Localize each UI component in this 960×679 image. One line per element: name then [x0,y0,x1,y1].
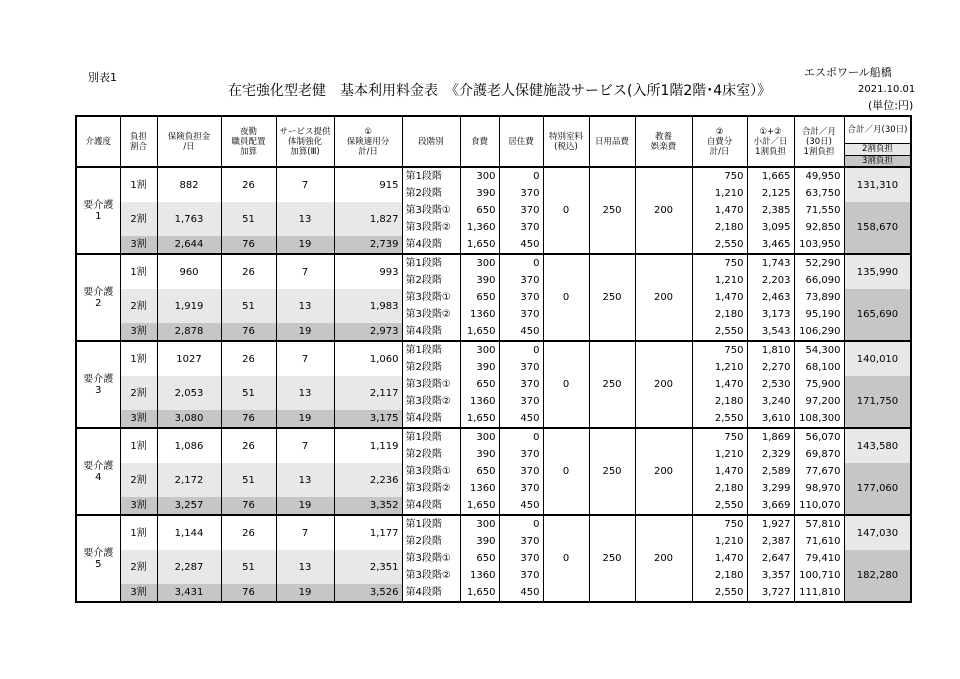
burden2-total-cell: 135,990 [844,254,911,289]
burden-ratio-cell: 3割 [120,236,157,254]
burden-ratio-cell: 1割 [120,167,157,202]
monthly-cell: 54,300 [794,341,844,359]
self-pay-cell: 2,180 [692,393,747,410]
monthly-cell: 79,410 [794,550,844,567]
subtotal-cell: 3,357 [747,567,794,584]
stage-cell: 第1段階 [402,515,460,533]
culture-cell: 200 [635,428,692,515]
stage-cell: 第3段階② [402,393,460,410]
insurance-total-cell: 1,983 [334,289,402,323]
residence-cell: 370 [499,533,543,550]
service-cell: 19 [276,323,334,341]
subtotal-cell: 1,665 [747,167,794,185]
culture-cell: 200 [635,515,692,602]
meal-cell: 1,650 [460,497,499,515]
meal-cell: 300 [460,254,499,272]
stage-cell: 第3段階② [402,567,460,584]
stage-cell: 第3段階① [402,202,460,219]
stage-cell: 第1段階 [402,254,460,272]
meal-cell: 650 [460,202,499,219]
meal-cell: 300 [460,341,499,359]
stage-cell: 第1段階 [402,428,460,446]
col-culture: 教養 娯楽費 [635,116,692,167]
table-row [76,236,911,254]
insurance-total-cell: 3,352 [334,497,402,515]
col-care-level: 介護度 [76,116,120,167]
insurance-total-cell: 915 [334,167,402,202]
table-row [76,167,911,185]
self-pay-cell: 750 [692,515,747,533]
meal-cell: 300 [460,167,499,185]
subtotal-cell: 1,743 [747,254,794,272]
burden-ratio-cell: 2割 [120,376,157,410]
monthly-cell: 57,810 [794,515,844,533]
stage-cell: 第3段階② [402,306,460,323]
meal-cell: 390 [460,533,499,550]
service-cell: 13 [276,202,334,236]
service-cell: 19 [276,410,334,428]
insurance-total-cell: 3,526 [334,584,402,602]
subtotal-cell: 3,240 [747,393,794,410]
residence-cell: 370 [499,480,543,497]
stage-cell: 第1段階 [402,341,460,359]
residence-cell: 450 [499,236,543,254]
table-row [76,289,911,306]
burden2-total-cell: 131,310 [844,167,911,202]
col-insurance-total: ① 保険適用分 計/日 [334,116,402,167]
night-staff-cell: 51 [221,202,276,236]
residence-cell: 0 [499,254,543,272]
subtotal-cell: 2,329 [747,446,794,463]
burden-ratio-cell: 1割 [120,254,157,289]
monthly-cell: 68,100 [794,359,844,376]
self-pay-cell: 1,210 [692,533,747,550]
col-subtotal: ①+② 小計／日 1割負担 [747,116,794,167]
burden-ratio-cell: 2割 [120,289,157,323]
col-self-pay: ② 自費分 計/日 [692,116,747,167]
service-cell: 13 [276,550,334,584]
burden3-total-cell: 182,280 [844,550,911,602]
meal-cell: 300 [460,428,499,446]
insurance-total-cell: 1,119 [334,428,402,463]
residence-cell: 370 [499,463,543,480]
monthly-cell: 106,290 [794,323,844,341]
burden3-total-cell: 177,060 [844,463,911,515]
insurance-cell: 2,878 [157,323,221,341]
daily-goods-cell: 250 [589,515,635,602]
annex-label: 別表1 [88,71,117,84]
burden-ratio-cell: 3割 [120,323,157,341]
col-stage: 段階別 [402,116,460,167]
night-staff-cell: 26 [221,341,276,376]
service-cell: 7 [276,341,334,376]
residence-cell: 370 [499,219,543,236]
insurance-total-cell: 2,351 [334,550,402,584]
table-row [76,497,911,515]
meal-cell: 1360 [460,306,499,323]
subtotal-cell: 3,543 [747,323,794,341]
service-cell: 13 [276,376,334,410]
meal-cell: 390 [460,359,499,376]
residence-cell: 450 [499,323,543,341]
self-pay-cell: 2,180 [692,480,747,497]
night-staff-cell: 26 [221,428,276,463]
self-pay-cell: 1,470 [692,289,747,306]
col-daily-goods: 日用品費 [589,116,635,167]
night-staff-cell: 26 [221,254,276,289]
meal-cell: 1,650 [460,236,499,254]
table-row [76,376,911,393]
subtotal-cell: 2,387 [747,533,794,550]
table-row [76,341,911,359]
burden2-total-cell: 140,010 [844,341,911,376]
table-row [76,515,911,533]
night-staff-cell: 76 [221,323,276,341]
self-pay-cell: 2,550 [692,236,747,254]
residence-cell: 0 [499,515,543,533]
self-pay-cell: 750 [692,254,747,272]
monthly-cell: 97,200 [794,393,844,410]
stage-cell: 第2段階 [402,533,460,550]
table-row [76,584,911,602]
service-cell: 7 [276,515,334,550]
night-staff-cell: 51 [221,550,276,584]
stage-cell: 第4段階 [402,410,460,428]
night-staff-cell: 76 [221,497,276,515]
stage-cell: 第4段階 [402,236,460,254]
subtotal-cell: 2,203 [747,272,794,289]
self-pay-cell: 1,210 [692,359,747,376]
service-cell: 13 [276,463,334,497]
self-pay-cell: 2,180 [692,219,747,236]
meal-cell: 650 [460,550,499,567]
col-special-room: 特別室料 (税込) [543,116,589,167]
self-pay-cell: 2,180 [692,567,747,584]
monthly-cell: 66,090 [794,272,844,289]
special-room-cell: 0 [543,428,589,515]
subtotal-cell: 3,465 [747,236,794,254]
page-title: 在宅強化型老健 基本利用料金表 《介護老人保健施設サービス(入所1階2階･4床室）》 [228,83,772,99]
subtotal-cell: 3,727 [747,584,794,602]
table-row [76,410,911,428]
service-cell: 7 [276,254,334,289]
burden-ratio-cell: 1割 [120,428,157,463]
meal-cell: 1,650 [460,410,499,428]
subtotal-cell: 3,173 [747,306,794,323]
residence-cell: 0 [499,428,543,446]
service-cell: 19 [276,584,334,602]
self-pay-cell: 750 [692,428,747,446]
care-level-cell: 要介護 1 [76,167,120,254]
burden-ratio-cell: 2割 [120,202,157,236]
service-cell: 7 [276,167,334,202]
table-row [76,550,911,567]
residence-cell: 370 [499,567,543,584]
col-meal: 食費 [460,116,499,167]
subtotal-cell: 2,589 [747,463,794,480]
insurance-cell: 2,172 [157,463,221,497]
subtotal-cell: 3,669 [747,497,794,515]
self-pay-cell: 1,210 [692,272,747,289]
monthly-cell: 49,950 [794,167,844,185]
self-pay-cell: 1,210 [692,185,747,202]
night-staff-cell: 76 [221,584,276,602]
monthly-cell: 98,970 [794,480,844,497]
table-row [76,323,911,341]
night-staff-cell: 76 [221,410,276,428]
self-pay-cell: 750 [692,167,747,185]
stage-cell: 第4段階 [402,497,460,515]
residence-cell: 370 [499,272,543,289]
insurance-total-cell: 1,177 [334,515,402,550]
col-insurance-burden: 保険負担金 /日 [157,116,221,167]
meal-cell: 1,650 [460,323,499,341]
insurance-cell: 3,080 [157,410,221,428]
monthly-cell: 92,850 [794,219,844,236]
residence-cell: 370 [499,359,543,376]
insurance-cell: 2,644 [157,236,221,254]
insurance-cell: 2,287 [157,550,221,584]
col-monthly-total-title: 合計／月(30日) [844,116,911,143]
monthly-cell: 69,870 [794,446,844,463]
meal-cell: 650 [460,463,499,480]
monthly-cell: 75,900 [794,376,844,393]
self-pay-cell: 750 [692,341,747,359]
stage-cell: 第3段階② [402,480,460,497]
monthly-cell: 108,300 [794,410,844,428]
self-pay-cell: 2,180 [692,306,747,323]
insurance-total-cell: 2,236 [334,463,402,497]
meal-cell: 390 [460,272,499,289]
subtotal-cell: 2,270 [747,359,794,376]
meal-cell: 390 [460,446,499,463]
issue-date: 2021.10.01 [858,84,916,95]
insurance-cell: 3,257 [157,497,221,515]
residence-cell: 370 [499,376,543,393]
daily-goods-cell: 250 [589,428,635,515]
col-monthly: 合計／月 (30日) 1割負担 [794,116,844,167]
col-burden2: 2割負担 [844,143,911,155]
subtotal-cell: 1,927 [747,515,794,533]
meal-cell: 300 [460,515,499,533]
subtotal-cell: 3,299 [747,480,794,497]
monthly-cell: 73,890 [794,289,844,306]
burden-ratio-cell: 1割 [120,515,157,550]
insurance-total-cell: 3,175 [334,410,402,428]
self-pay-cell: 1,470 [692,202,747,219]
burden-ratio-cell: 3割 [120,584,157,602]
stage-cell: 第2段階 [402,272,460,289]
fee-table [75,115,912,603]
subtotal-cell: 1,869 [747,428,794,446]
monthly-cell: 95,190 [794,306,844,323]
self-pay-cell: 1,470 [692,376,747,393]
insurance-cell: 1,086 [157,428,221,463]
residence-cell: 0 [499,341,543,359]
culture-cell: 200 [635,254,692,341]
monthly-cell: 110,070 [794,497,844,515]
insurance-total-cell: 1,827 [334,202,402,236]
meal-cell: 1,650 [460,584,499,602]
residence-cell: 370 [499,446,543,463]
stage-cell: 第1段階 [402,167,460,185]
monthly-cell: 111,810 [794,584,844,602]
insurance-total-cell: 993 [334,254,402,289]
monthly-cell: 63,750 [794,185,844,202]
facility-name: エスポワール船橋 [804,66,892,79]
insurance-cell: 3,431 [157,584,221,602]
burden-ratio-cell: 2割 [120,550,157,584]
culture-cell: 200 [635,167,692,254]
burden-ratio-cell: 3割 [120,497,157,515]
daily-goods-cell: 250 [589,254,635,341]
burden-ratio-cell: 1割 [120,341,157,376]
residence-cell: 370 [499,393,543,410]
self-pay-cell: 2,550 [692,584,747,602]
residence-cell: 0 [499,167,543,185]
table-row [76,202,911,219]
residence-cell: 370 [499,306,543,323]
residence-cell: 370 [499,202,543,219]
subtotal-cell: 2,463 [747,289,794,306]
burden3-total-cell: 158,670 [844,202,911,254]
insurance-total-cell: 2,739 [334,236,402,254]
table-row [76,463,911,480]
stage-cell: 第3段階① [402,289,460,306]
insurance-cell: 960 [157,254,221,289]
subtotal-cell: 1,810 [747,341,794,359]
residence-cell: 450 [499,410,543,428]
table-row [76,428,911,446]
meal-cell: 390 [460,185,499,202]
residence-cell: 450 [499,584,543,602]
table-row [76,254,911,272]
stage-cell: 第3段階① [402,550,460,567]
self-pay-cell: 2,550 [692,323,747,341]
meal-cell: 650 [460,289,499,306]
special-room-cell: 0 [543,515,589,602]
monthly-cell: 52,290 [794,254,844,272]
residence-cell: 370 [499,185,543,202]
meal-cell: 1360 [460,567,499,584]
self-pay-cell: 2,550 [692,410,747,428]
stage-cell: 第3段階① [402,463,460,480]
subtotal-cell: 2,125 [747,185,794,202]
self-pay-cell: 1,470 [692,550,747,567]
monthly-cell: 103,950 [794,236,844,254]
stage-cell: 第3段階② [402,219,460,236]
service-cell: 13 [276,289,334,323]
insurance-cell: 1,763 [157,202,221,236]
daily-goods-cell: 250 [589,167,635,254]
monthly-cell: 100,710 [794,567,844,584]
special-room-cell: 0 [543,254,589,341]
subtotal-cell: 2,647 [747,550,794,567]
residence-cell: 450 [499,497,543,515]
service-cell: 19 [276,497,334,515]
self-pay-cell: 1,210 [692,446,747,463]
care-level-cell: 要介護 5 [76,515,120,602]
daily-goods-cell: 250 [589,341,635,428]
monthly-cell: 71,550 [794,202,844,219]
meal-cell: 1,360 [460,219,499,236]
meal-cell: 1360 [460,480,499,497]
night-staff-cell: 51 [221,463,276,497]
stage-cell: 第2段階 [402,185,460,202]
burden-ratio-cell: 2割 [120,463,157,497]
night-staff-cell: 26 [221,515,276,550]
stage-cell: 第2段階 [402,446,460,463]
insurance-total-cell: 2,973 [334,323,402,341]
burden2-total-cell: 143,580 [844,428,911,463]
insurance-cell: 2,053 [157,376,221,410]
special-room-cell: 0 [543,167,589,254]
insurance-total-cell: 1,060 [334,341,402,376]
night-staff-cell: 51 [221,289,276,323]
stage-cell: 第4段階 [402,323,460,341]
col-burden3: 3割負担 [844,155,911,167]
care-level-cell: 要介護 4 [76,428,120,515]
col-night-staff: 夜勤 職員配置 加算 [221,116,276,167]
monthly-cell: 56,070 [794,428,844,446]
care-level-cell: 要介護 3 [76,341,120,428]
meal-cell: 650 [460,376,499,393]
insurance-total-cell: 2,117 [334,376,402,410]
unit-label: (単位:円) [868,99,914,112]
insurance-cell: 882 [157,167,221,202]
col-residence: 居住費 [499,116,543,167]
subtotal-cell: 2,530 [747,376,794,393]
subtotal-cell: 3,610 [747,410,794,428]
stage-cell: 第2段階 [402,359,460,376]
insurance-cell: 1,919 [157,289,221,323]
culture-cell: 200 [635,341,692,428]
monthly-cell: 77,670 [794,463,844,480]
monthly-cell: 71,610 [794,533,844,550]
care-level-cell: 要介護 2 [76,254,120,341]
subtotal-cell: 3,095 [747,219,794,236]
residence-cell: 370 [499,550,543,567]
subtotal-cell: 2,385 [747,202,794,219]
service-cell: 19 [276,236,334,254]
burden3-total-cell: 171,750 [844,376,911,428]
service-cell: 7 [276,428,334,463]
self-pay-cell: 1,470 [692,463,747,480]
night-staff-cell: 26 [221,167,276,202]
burden2-total-cell: 147,030 [844,515,911,550]
insurance-cell: 1027 [157,341,221,376]
col-service-system: サービス提供 体制強化 加算(Ⅲ) [276,116,334,167]
meal-cell: 1360 [460,393,499,410]
residence-cell: 370 [499,289,543,306]
night-staff-cell: 76 [221,236,276,254]
night-staff-cell: 51 [221,376,276,410]
stage-cell: 第4段階 [402,584,460,602]
special-room-cell: 0 [543,341,589,428]
stage-cell: 第3段階① [402,376,460,393]
col-burden-ratio: 負担 割合 [120,116,157,167]
self-pay-cell: 2,550 [692,497,747,515]
insurance-cell: 1,144 [157,515,221,550]
burden-ratio-cell: 3割 [120,410,157,428]
burden3-total-cell: 165,690 [844,289,911,341]
